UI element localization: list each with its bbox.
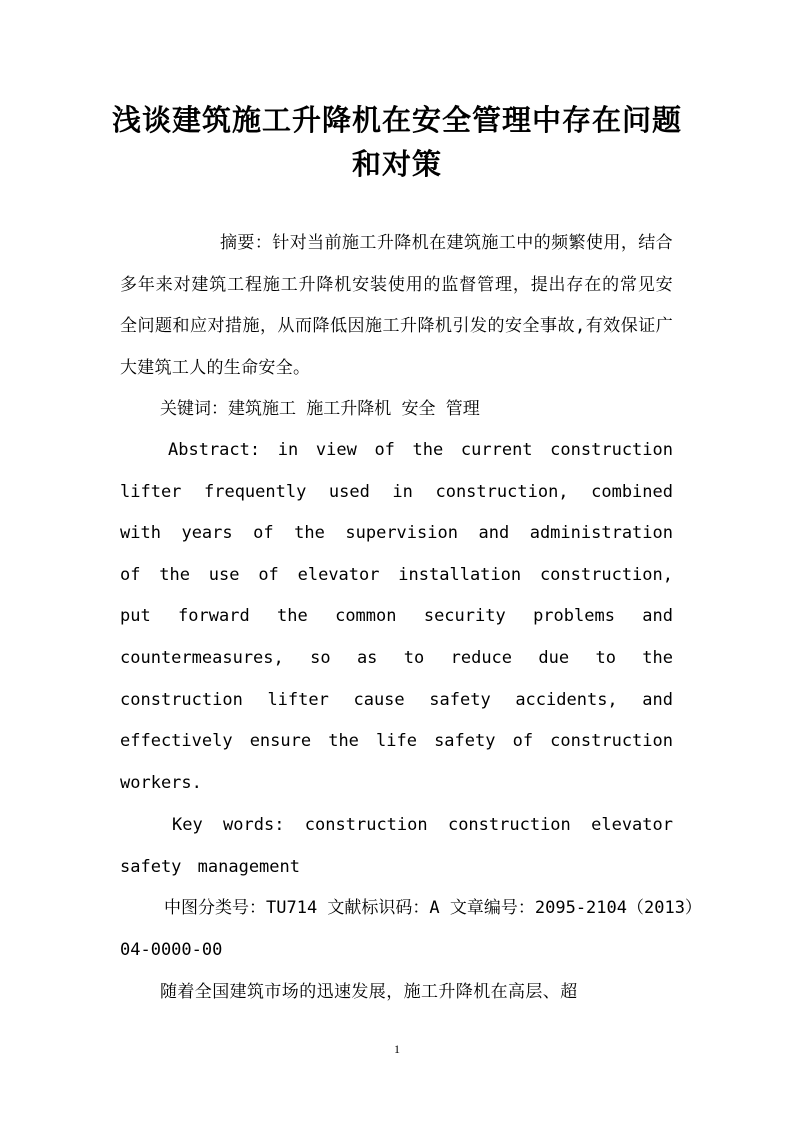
intro-paragraph: 随着全国建筑市场的迅速发展，施工升降机在高层、超	[160, 982, 578, 1002]
page-number: 1	[394, 1042, 400, 1056]
keywords-english: Key words: construction construction elevator safety management	[120, 815, 673, 877]
paper-title: 浅谈建筑施工升降机在安全管理中存在问题和对策	[111, 103, 682, 181]
abstract-chinese: 摘要：针对当前施工升降机在建筑施工中的频繁使用，结合多年来对建筑工程施工升降机安装使用的监督管理，提出存在的常见安全问题和应对措施，从而降低因施工升降机引发的安全事故,有效保证广大建筑工人的生命安全。	[120, 233, 673, 378]
keywords-chinese: 关键词：建筑施工 施工升降机 安全 管理	[160, 399, 480, 419]
classification-info: 中图分类号：TU714 文献标识码：A 文章编号：2095-2104（2013）04-0000-00	[120, 898, 694, 960]
abstract-english: Abstract: in view of the current construction lifter frequently used in construction, combined with years of the supervision and administration of the use of elevator installation construction, put forward the common security problems and countermeasures, so as to reduce due to the construction lifter cause safety accidents, and effectively ensure the life safety of construction workers.	[120, 440, 673, 793]
